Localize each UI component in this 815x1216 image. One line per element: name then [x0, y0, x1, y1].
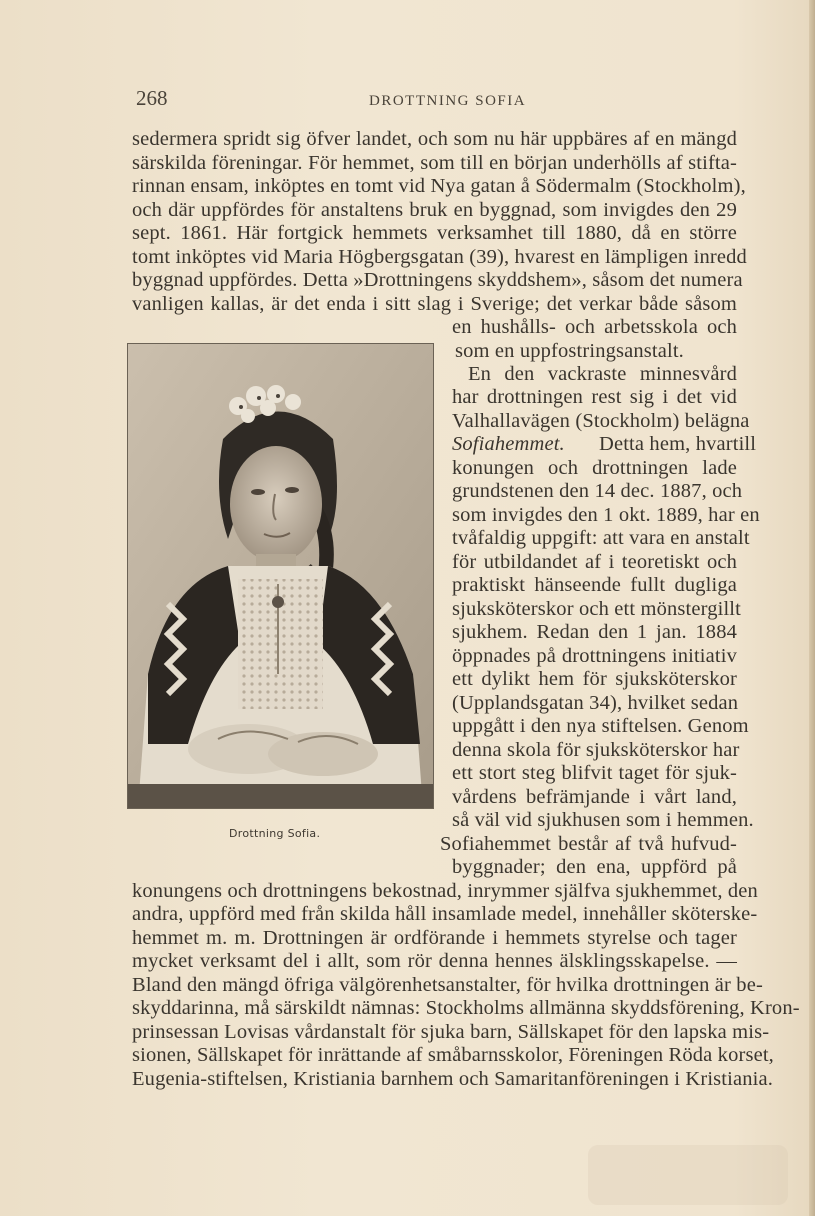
text-line: rinnan ensam, inköptes en tomt vid Nya gatan å Södermalm (Stockholm), — [132, 175, 746, 197]
text-line: öppnades på drottningens initiativ — [452, 645, 737, 667]
text-line: särskilda föreningar. För hemmet, som till en början underhölls af stifta- — [132, 152, 737, 174]
text-line: hemmet m. m. Drottningen är ordförande i hemmets styrelse och tager — [132, 927, 737, 949]
text-line: prinsessan Lovisas vårdanstalt för sjuka barn, Sällskapet för den lapska mis- — [132, 1021, 770, 1043]
portrait-illustration — [128, 344, 433, 808]
text-line: för utbildandet af i teoretiskt och — [452, 551, 737, 573]
text-line: sjuksköterskor och ett mönstergillt — [452, 598, 741, 620]
text-line-italic: Sofiahemmet. — [452, 433, 565, 455]
page-number: 268 — [136, 86, 168, 110]
text-line: Detta hem, hvartill — [599, 433, 757, 455]
text-line: (Upplandsgatan 34), hvilket sedan — [452, 692, 739, 714]
text-line: vårdens befrämjande i vårt land, — [452, 786, 737, 808]
text-line: byggnad uppfördes. Detta »Drottningens skyddshem», såsom det numera — [132, 269, 743, 291]
text-line: praktiskt hänseende fullt dugliga — [452, 574, 737, 596]
text-line: som en uppfostringsanstalt. — [455, 340, 684, 362]
text-line: tvåfaldig uppgift: att vara en anstalt — [452, 527, 750, 549]
text-line: tomt inköptes vid Maria Högbergsgatan (39), hvarest en lämpligen inredd — [132, 246, 747, 268]
text-line: som invigdes den 1 okt. 1889, har en — [452, 504, 760, 526]
text-line: Valhallavägen (Stockholm) belägna — [452, 410, 750, 432]
text-line: uppgått i den nya stiftelsen. Genom — [452, 715, 749, 737]
text-line: grundstenen den 14 dec. 1887, och — [452, 480, 743, 502]
text-line: byggnader; den ena, uppförd på — [452, 856, 737, 878]
text-line: Eugenia-stiftelsen, Kristiania barnhem och Samaritanföreningen i Kristiania. — [132, 1068, 774, 1090]
figure-caption: Drottning Sofia. — [229, 827, 321, 840]
text-line: en hushålls- och arbetsskola och — [452, 316, 737, 338]
text-line: ett stort steg blifvit taget för sjuk- — [452, 762, 737, 784]
text-line: sionen, Sällskapet för inrättande af småbarnsskolor, Föreningen Röda korset, — [132, 1044, 774, 1066]
portrait-photo — [127, 343, 434, 809]
page-edge — [809, 0, 815, 1216]
text-line: ett dylikt hem för sjuksköterskor — [452, 668, 737, 690]
text-line: skyddarinna, må särskildt nämnas: Stockholms allmänna skyddsförening, Kron- — [132, 997, 800, 1019]
text-line: andra, uppförd med från skilda håll insamlade medel, innehåller sköterske- — [132, 903, 758, 925]
text-line: vanligen kallas, är det enda i sitt slag i Sverige; det verkar både såsom — [132, 293, 737, 315]
text-line: sedermera spridt sig öfver landet, och som nu här uppbäres af en mängd — [132, 128, 737, 150]
text-line: sept. 1861. Här fortgick hemmets verksamhet till 1880, då en större — [132, 222, 737, 244]
text-line: denna skola för sjuksköterskor har — [452, 739, 740, 761]
text-line: En den vackraste minnesvård — [468, 363, 737, 385]
text-line: konungen och drottningen lade — [452, 457, 737, 479]
text-line: så väl vid sjukhusen som i hemmen. — [452, 809, 754, 831]
text-line: har drottningen rest sig i det vid — [452, 386, 737, 408]
text-line: Bland den mängd öfriga välgörenhetsanstalter, för hvilka drottningen är be- — [132, 974, 763, 996]
text-line: sjukhem. Redan den 1 jan. 1884 — [452, 621, 737, 643]
text-line: mycket verksamt del i allt, som rör denna hennes älsklingsskapelse. — — [132, 950, 737, 972]
paper-stain — [588, 1145, 788, 1205]
running-head: DROTTNING SOFIA — [369, 93, 527, 109]
text-line: och där uppfördes för anstaltens bruk en byggnad, som invigdes den 29 — [132, 199, 737, 221]
text-line: Sofiahemmet består af två hufvud- — [440, 833, 737, 855]
text-line: konungens och drottningens bekostnad, inrymmer själfva sjukhemmet, den — [132, 880, 758, 902]
